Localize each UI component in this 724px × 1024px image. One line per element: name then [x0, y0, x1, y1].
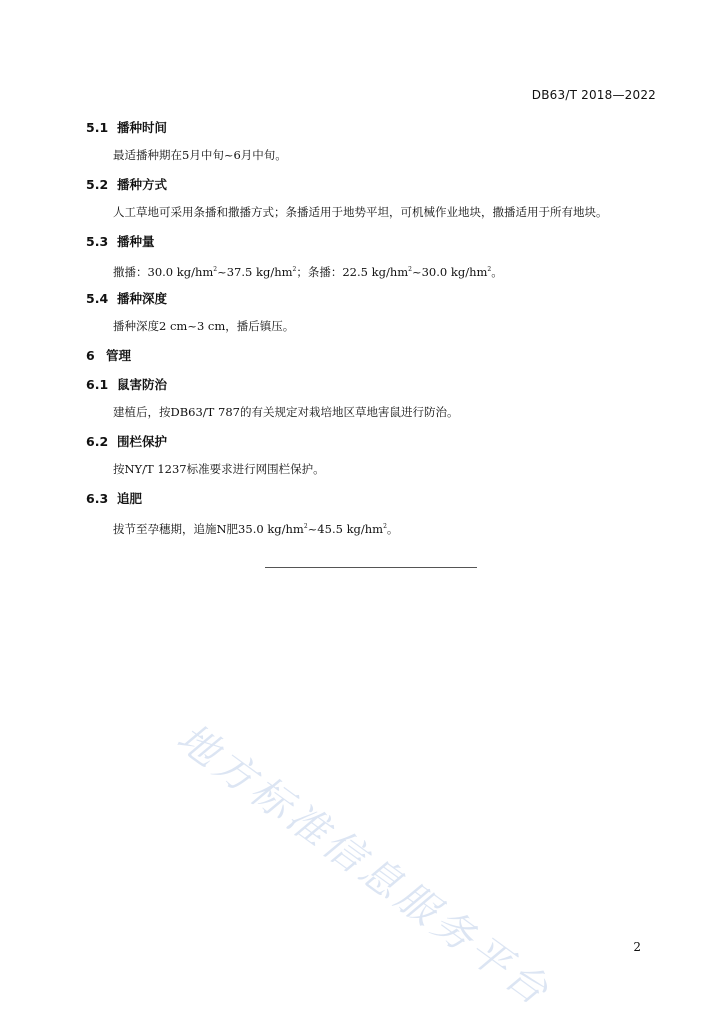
section-title: 围栏保护 — [117, 434, 168, 449]
section-heading-5-4 — [86, 289, 656, 309]
section-number: 5.3 — [86, 234, 109, 249]
section-number: 5.1 — [86, 120, 109, 135]
section-heading-5-1 — [86, 118, 656, 138]
section-number: 6.1 — [86, 377, 109, 392]
section-number: 6 — [86, 348, 95, 363]
paragraph: 按NY/T 1237标准要求进行网围栏保护。 — [113, 462, 325, 476]
watermark: 地方标准信息服务平台 — [168, 714, 560, 1017]
text-run: 拔节至孕穗期，追施N肥35.0 kg/hm — [113, 522, 304, 536]
chapter-heading-6 — [86, 346, 656, 366]
paragraph: 建植后，按DB63/T 787的有关规定对栽培地区草地害鼠进行防治。 — [113, 405, 459, 419]
superscript: 2 — [213, 266, 218, 273]
section-number: 5.4 — [86, 291, 109, 306]
paragraph — [86, 260, 656, 279]
paragraph: 播种深度2 cm~3 cm，播后镇压。 — [113, 319, 295, 333]
text-run: 。 — [491, 265, 503, 279]
section-title: 追肥 — [117, 491, 143, 506]
superscript: 2 — [383, 523, 387, 530]
section-title: 播种方式 — [117, 177, 168, 192]
superscript: 2 — [408, 266, 412, 273]
page-number: 2 — [633, 940, 641, 954]
section-title: 播种时间 — [117, 120, 168, 135]
section-title: 管理 — [106, 348, 132, 363]
superscript: 2 — [303, 523, 308, 530]
section-title: 鼠害防治 — [117, 377, 168, 392]
paragraph: 最适播种期在5月中旬~6月中旬。 — [113, 148, 287, 162]
section-heading-6-1 — [86, 375, 656, 395]
superscript: 2 — [487, 266, 492, 273]
section-heading-5-3 — [86, 232, 656, 252]
text-run: ~37.5 kg/hm — [217, 265, 293, 279]
section-title: 播种深度 — [117, 291, 168, 306]
paragraph — [86, 517, 656, 536]
document-code: DB63/T 2018—2022 — [531, 88, 656, 102]
text-run: 。 — [386, 522, 399, 536]
text-run: ~45.5 kg/hm — [307, 522, 384, 536]
section-heading-6-2 — [86, 432, 656, 452]
document-body — [86, 118, 656, 546]
section-number: 5.2 — [86, 177, 109, 192]
section-heading-6-3 — [86, 489, 656, 509]
text-run: ；条播：22.5 kg/hm — [296, 265, 409, 279]
section-number: 6.3 — [86, 491, 109, 506]
section-title: 播种量 — [117, 234, 155, 249]
paragraph: 人工草地可采用条播和撒播方式；条播适用于地势平坦，可机械作业地块，撒播适用于所有地块。 — [113, 205, 608, 219]
end-rule — [265, 567, 477, 568]
superscript: 2 — [292, 266, 297, 273]
section-heading-5-2 — [86, 175, 656, 195]
text-run: 撒播：30.0 kg/hm — [113, 265, 214, 279]
text-run: ~30.0 kg/hm — [411, 265, 488, 279]
section-number: 6.2 — [86, 434, 109, 449]
